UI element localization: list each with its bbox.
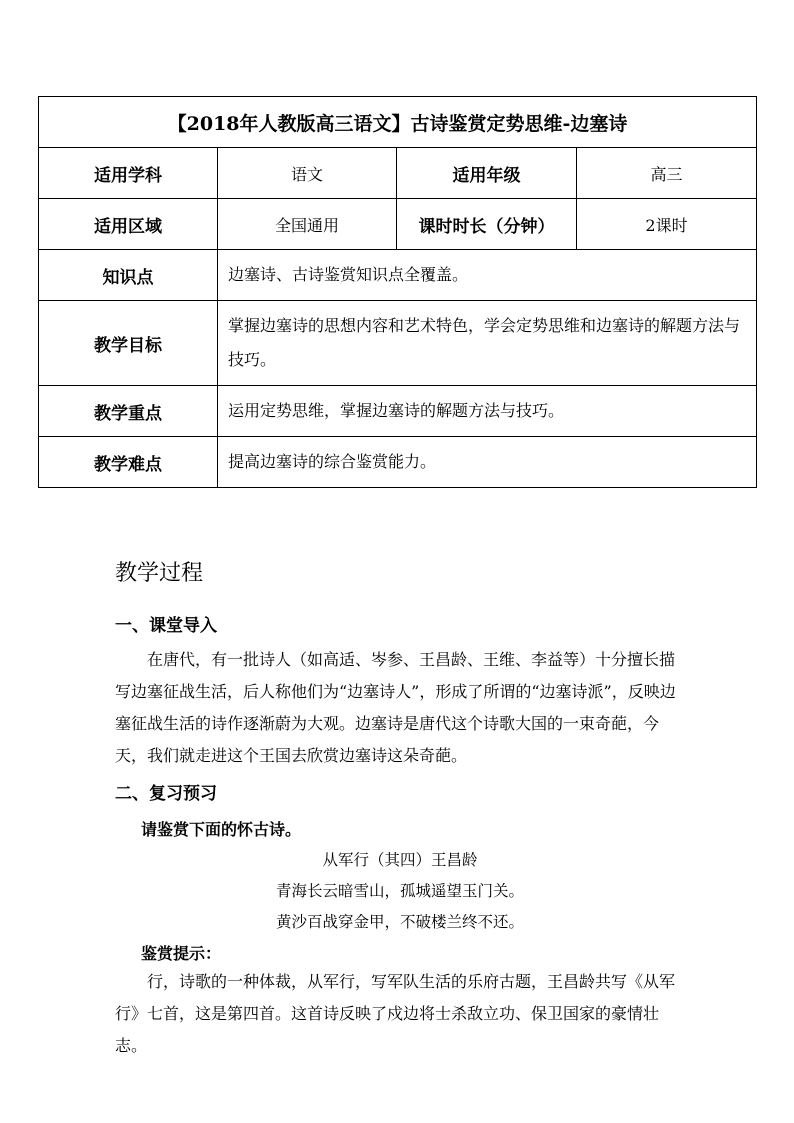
knowledge-label: 知识点 [39,250,218,301]
poem-title: 从军行（其四）王昌龄 [322,851,478,869]
poem-line-2: 黄沙百战穿金甲，不破楼兰终不还。 [275,913,524,931]
grade-value: 高三 [577,148,757,199]
region-value: 全国通用 [218,199,397,250]
hint-paragraph: 行，诗歌的一种体裁，从军行，写军队生活的乐府古题，王昌龄共写《从军行》七首，这是第四首。这首诗反映了戍边将士杀敌立功、保卫国家的豪情壮志。 [115,972,676,1055]
lesson-info-table [38,96,757,488]
focus-label: 教学重点 [39,386,218,437]
teaching-process-title: 教学过程 [115,561,204,586]
subject-label: 适用学科 [39,148,218,199]
grade-label: 适用年级 [397,148,577,199]
focus-value: 运用定势思维，掌握边塞诗的解题方法与技巧。 [218,386,757,437]
goal-label: 教学目标 [39,301,218,386]
hint-label: 鉴赏提示： [141,944,222,963]
review-prompt: 请鉴赏下面的怀古诗。 [141,820,302,839]
section2-heading: 二、复习预习 [115,784,217,804]
difficulty-value: 提高边塞诗的综合鉴赏能力。 [218,437,757,488]
section1-paragraph: 在唐代，有一批诗人（如高适、岑参、王昌龄、王维、李益等）十分擅长描写边塞征战生活，后人称他们为“边塞诗人”，形成了所谓的“边塞诗派”，反映边塞征战生活的诗作逐渐蔚为大观。边塞诗是唐代这个诗歌大国的一束奇葩，今天，我们就走进这个王国去欣赏边塞诗这朵奇葩。 [115,650,676,765]
goal-value: 掌握边塞诗的思想内容和艺术特色，学会定势思维和边塞诗的解题方法与技巧。 [218,301,757,386]
subject-value: 语文 [218,148,397,199]
lesson-title: 【2018年人教版高三语文】古诗鉴赏定势思维-边塞诗 [39,97,757,148]
knowledge-value: 边塞诗、古诗鉴赏知识点全覆盖。 [218,250,757,301]
duration-label: 课时时长（分钟） [397,199,577,250]
region-label: 适用区域 [39,199,218,250]
difficulty-label: 教学难点 [39,437,218,488]
duration-value: 2课时 [577,199,757,250]
poem-line-1: 青海长云暗雪山，孤城遥望玉门关。 [275,882,524,900]
section1-heading: 一、课堂导入 [115,616,217,636]
